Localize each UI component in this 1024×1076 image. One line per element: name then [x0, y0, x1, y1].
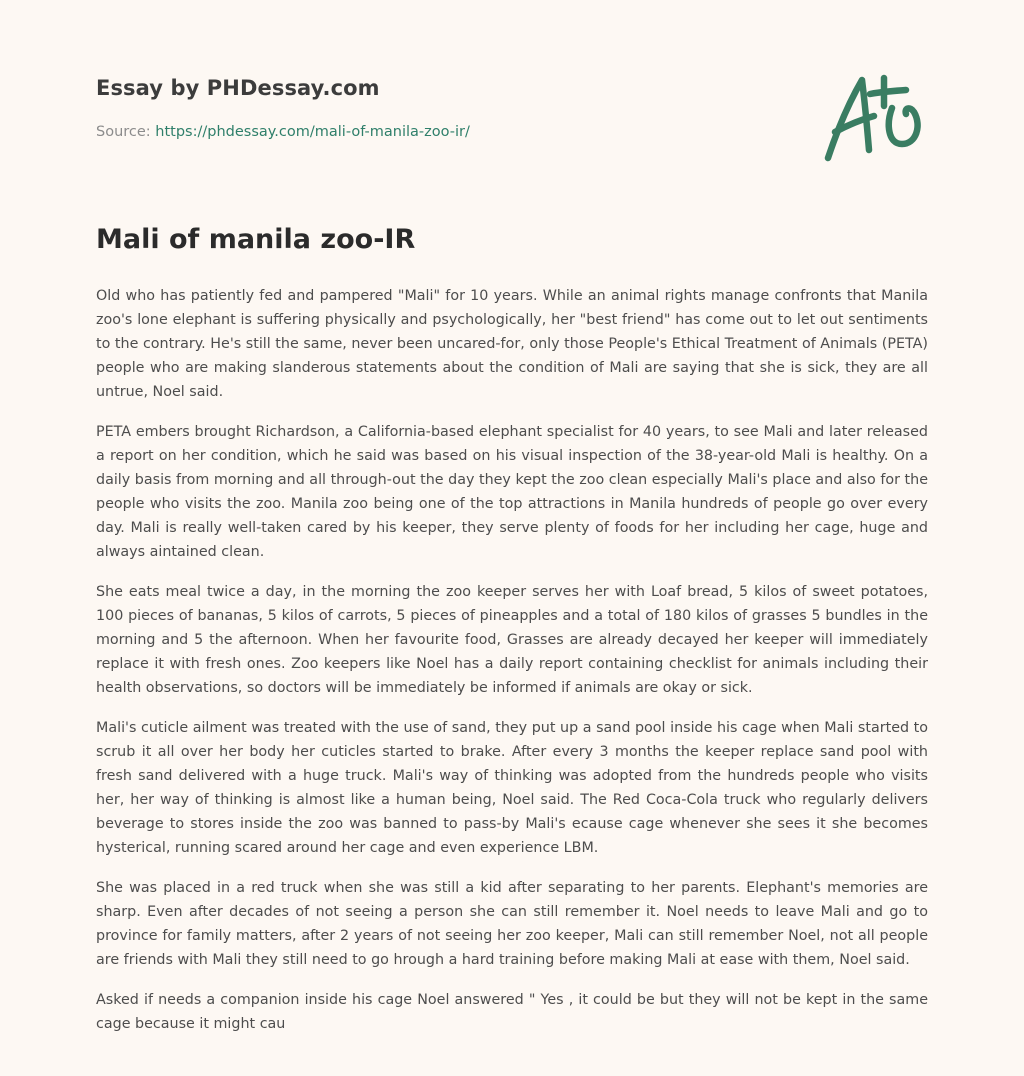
essay-paragraph: She was placed in a red truck when she was still a kid after separating to her parents. Elephant's memories are sharp. Even after decades of not seeing a person she can still remember it. Noel needs to leave Mali and go to province for family matters, after 2 years of not seeing her zoo keeper, Mali can still remember Noel, not all people are friends with Mali they still need to go hrough a hard training before making Mali at ease with them, Noel said. [96, 880, 928, 968]
essay-title: Mali of manila zoo-IR [96, 224, 416, 255]
essay-paragraph: PETA embers brought Richardson, a California-based elephant specialist for 40 years, to see Mali and later released a report on her condition, which he said was based on his visual inspection of the 38-year-old Mali is healthy. On a daily basis from morning and all through-out the day they kept the zoo clean especially Mali's place and also for the people who visits the zoo. Manila zoo being one of the top attractions in Manila hundreds of people go over every day. Mali is really well-taken cared by his keeper, they serve plenty of foods for her including her cage, huge and always aintained clean. [96, 424, 928, 560]
a-plus-grade-icon [822, 66, 934, 166]
essay-paragraph: Mali's cuticle ailment was treated with the use of sand, they put up a sand pool inside his cage when Mali started to scrub it all over her body her cuticles started to brake. After every 3 months the keeper replace sand pool with fresh sand delivered with a huge truck. Mali's way of thinking was adopted from the hundreds people who visits her, her way of thinking is almost like a human being, Noel said. The Red Coca-Cola truck who regularly delivers beverage to stores inside the zoo was banned to pass-by Mali's ecause cage whenever she sees it she becomes hysterical, running scared around her cage and even experience LBM. [96, 720, 928, 856]
site-brand: Essay by PHDessay.com [96, 76, 380, 100]
essay-paragraph: She eats meal twice a day, in the morning the zoo keeper serves her with Loaf bread, 5 kilos of sweet potatoes, 100 pieces of bananas, 5 kilos of carrots, 5 pieces of pineapples and a total of 180 kilos of grasses 5 bundles in the morning and 5 the afternoon. When her favourite food, Grasses are already decayed her keeper will immediately replace it with fresh ones. Zoo keepers like Noel has a daily report containing checklist for animals including their health observations, so doctors will be immediately be informed if animals are okay or sick. [96, 584, 928, 696]
essay-body [96, 284, 928, 1052]
essay-paragraph: Old who has patiently fed and pampered "Mali" for 10 years. While an animal rights manage confronts that Manila zoo's lone elephant is suffering physically and psychologically, her "best friend" has come out to let out sentiments to the contrary. He's still the same, never been uncared-for, only those People's Ethical Treatment of Animals (PETA) people who are making slanderous statements about the condition of Mali are saying that she is sick, they are all untrue, Noel said. [96, 288, 928, 400]
source-link[interactable]: https://phdessay.com/mali-of-manila-zoo-ir/ [155, 124, 470, 140]
source-line [96, 124, 470, 140]
source-label: Source: [96, 124, 156, 140]
essay-paragraph: Asked if needs a companion inside his cage Noel answered " Yes , it could be but they will not be kept in the same cage because it might cau [96, 992, 928, 1032]
